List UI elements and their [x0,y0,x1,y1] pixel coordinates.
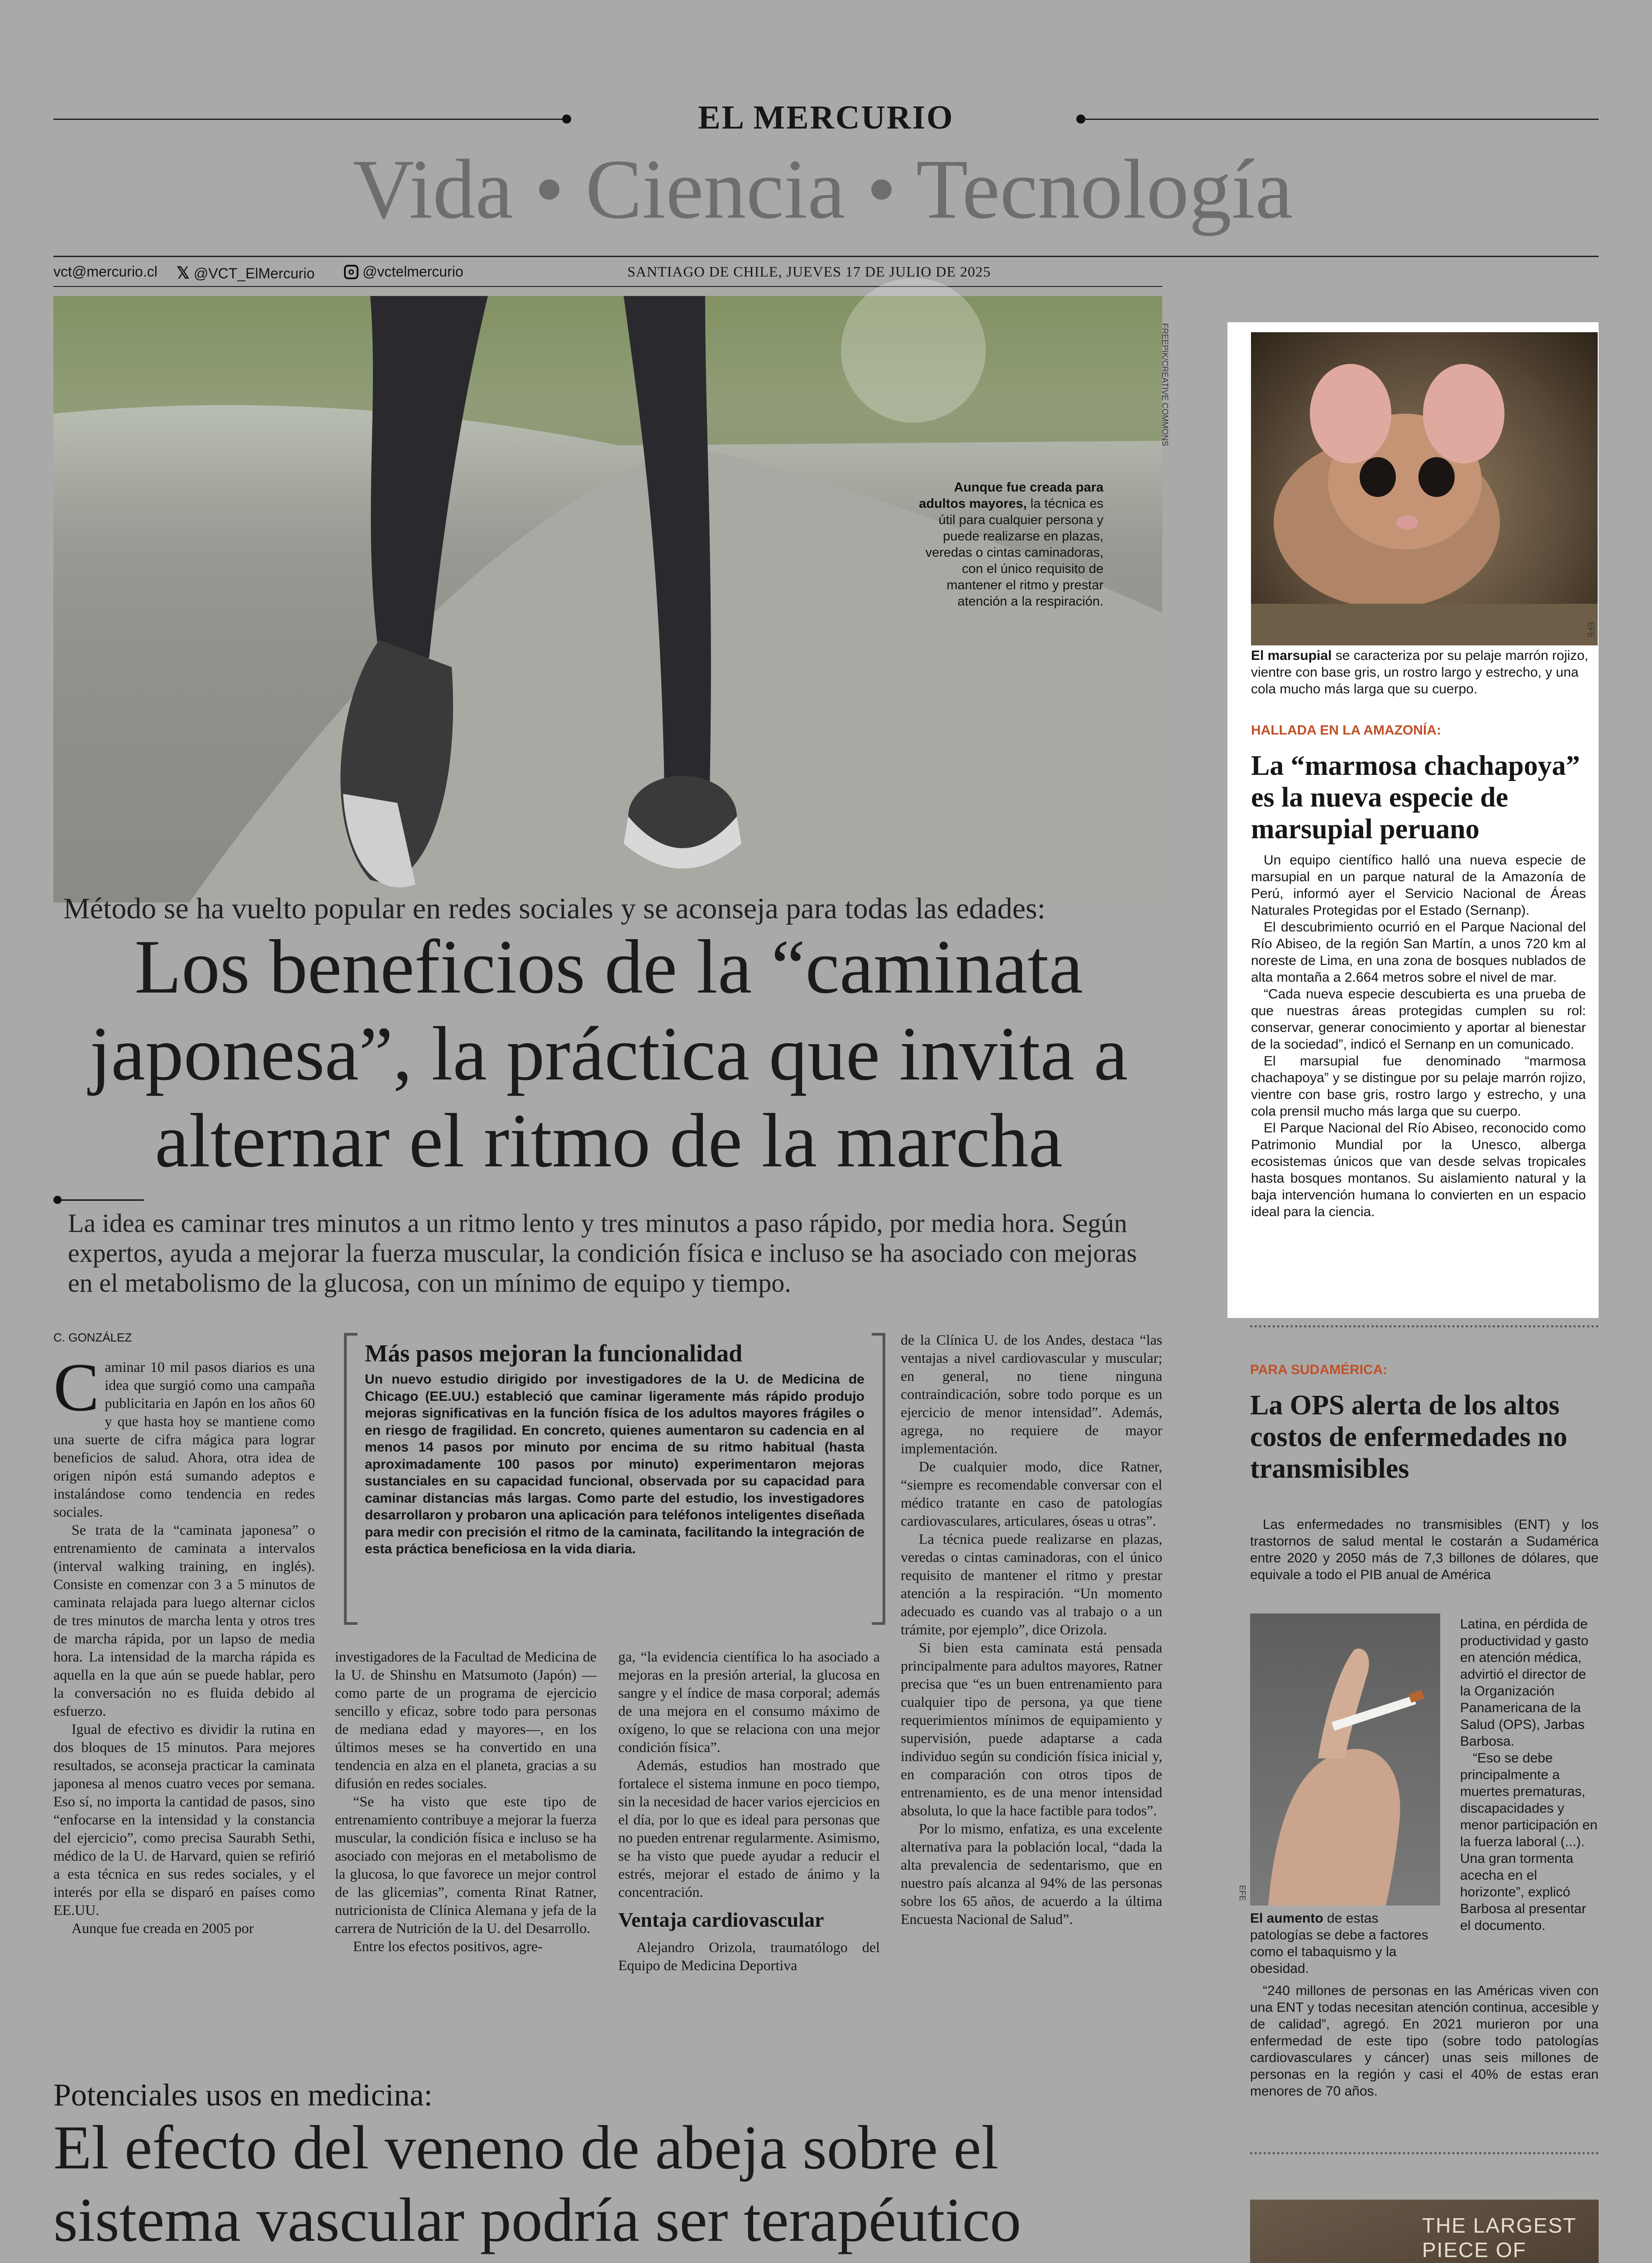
x-icon: 𝕏 [177,263,190,282]
paper-name: EL MERCURIO [698,99,954,136]
bee-kicker: Potenciales usos en medicina: [53,2078,433,2113]
bee-headline: El efecto del veneno de abeja sobre el sistema vascular podría ser terapéutico [53,2113,1022,2254]
marsupial-p3: “Cada nueva especie descubierta es una prueba de que nuestras áreas protegidas cumplen su rol: conservar, generar conocimiento y aportar al bienestar de la sociedad”, indicó el Sernanp en un comunicado. [1251,987,1586,1052]
masthead-rule-bottom [53,256,1599,257]
lead-deck-dot [53,1196,62,1204]
lead-col-3 [618,1647,880,1974]
ops-caption [1250,1910,1440,1977]
meteorite-photo [1250,2200,1599,2263]
ops-rest-p1: “240 millones de personas en las Américas viven con una ENT y todas necesitan atención continua, accesible y de calidad”, agregó. En 2021 murieron por una enfermedad de este tipo (sobre todo patologías cardiovasculares y cáncer) unas seis millones de personas en la región y casi el 40% de estas eran menores de 70 años. [1250,1983,1599,2099]
lead-photo-caption [913,479,1103,610]
ops-wrap-text: Latina, en pérdida de productividad y gasto en atención médica, advirtió el director de la Organización Panamericana de la Salud (OPS), Jarbas Barbosa. [1460,1617,1589,1749]
lead-photo-caption-text: la técnica es útil para cualquier persona y puede realizarse en plazas, veredas o cintas caminadoras, con el único requisito de mantener el ritmo y prestar atención a la respiración. [925,497,1103,609]
lead-deck: La idea es caminar tres minutos a un ritmo lento y tres minutos a paso rápido, por media hora. Según expertos, ayuda a mejorar la fuerza muscular, la condición física e incluso se ha asociado con mejoras en el metabolismo de la glucosa, con un mínimo de equipo y tiempo. [68,1208,1137,1298]
lead-box [344,1333,885,1625]
ops-intro [1250,1516,1599,1583]
instagram-icon [344,265,358,279]
sidebar-divider-1 [1250,1325,1599,1327]
dateline-rule [53,286,1162,287]
lead-col-2 [335,1647,597,1955]
ops-caption-text: de estas patologías se debe a factores como el tabaquismo y la obesidad. [1250,1911,1428,1976]
dateline: SANTIAGO DE CHILE, JUEVES 17 DE JULIO DE 2025 [627,263,991,280]
lead-col2-p1: investigadores de la Facultad de Medicina de la U. de Shinshu en Matsumoto (Japón) —como parte de un programa de ejercicio sencillo y eficaz, sobre todo para personas de mediana edad y mayores—, en los últimos meses se ha convertido en una tendencia en alza en el planeta, gracias a su difusión en redes sociales. [335,1648,597,1791]
lead-col1-p2: Se trata de la “caminata japonesa” o entrenamiento de caminata a intervalos (interval walking training, en inglés). Consiste en comenzar con 3 a 5 minutos de caminata relajada para luego alternar ciclos de tres minutos de marcha lenta y otros tres de marcha rápida, por un lapso de media hora. La intensidad de la marcha rápida es aquella en la que aún se puede hablar, pero la conversación no es fluida debido al esfuerzo. [53,1522,315,1719]
lead-col4-p2: De cualquier modo, dice Ratner, “siempre es recomendable conversar con el médico tratante en caso de patologías cardiovasculares, articulares, óseas u otras”. [901,1458,1162,1529]
twitter-handle[interactable] [177,263,315,282]
masthead [0,0,1652,282]
marsupial-p1: Un equipo científico halló una nueva especie de marsupial en un parque natural de la Amazonía de Perú, informó ayer el Servicio Nacional de Áreas Naturales Protegidas por el Estado (Sernanp). [1251,853,1586,918]
marsupial-body [1251,852,1586,1220]
lead-col3-p3: Alejandro Orizola, traumatólogo del Equipo de Medicina Deportiva [618,1939,880,1973]
ops-wrap-text-2: “Eso se debe principalmente a muertes prematuras, discapacidades y menor participación en la fuerza laboral (...). Una gran tormenta acecha en el horizonte”, explicó Barbosa al presentar el documento. [1460,1751,1598,1933]
ops-intro-text: Las enfermedades no transmisibles (ENT) y los trastornos de salud mental le costarán a Sudamérica entre 2020 y 2050 más de 7,3 billones de dólares, que equivale a todo el PIB anual de América [1250,1517,1599,1582]
section-title: Vida • Ciencia • Tecnología [353,142,1293,236]
lead-col-1 [53,1349,315,1937]
marsupial-p2: El descubrimiento ocurrió en el Parque Nacional del Río Abiseo, de la región San Martín, a unos 720 km al noreste de Lima, en una zona de bosques nublados de alta montaña a 2.664 metros sobre el nivel de mar. [1251,920,1586,985]
marsupial-illustration [1251,332,1598,645]
lead-col1-p1: aminar 10 mil pasos diarios es una idea que surgió como una campaña publicitaria en Japón en los años 60 y que hasta hoy se mantiene como una suerte de cifra mágica para lograr beneficios de salud. Ahora, otra idea de origen nipón está sumando adeptos e instalándose como tendencia en redes sociales. [53,1359,315,1520]
lead-byline: C. GONZÁLEZ [53,1331,132,1344]
lead-col3-p1: ga, “la evidencia científica lo ha asociado a mejoras en la presión arterial, la glucosa en sangre y el índice de masa corporal; además de una mejora en el consumo máximo de oxígeno, lo que se relaciona con una mejor condición física”. [618,1648,880,1755]
masthead-rule-right [1084,119,1599,120]
marsupial-caption [1251,647,1598,697]
lead-col4-p1: de la Clínica U. de los Andes, destaca “las ventajas a nivel cardiovascular y muscular; en general, no tiene ninguna contraindicación, sobre todo porque es un ejercicio de menor intensidad”. Además, agrega, no requiere de mayor implementación. [901,1332,1162,1456]
ops-wrap [1460,1616,1599,1934]
lead-col1-p4: Aunque fue creada en 2005 por [72,1920,254,1936]
marsupial-caption-bold: El marsupial [1251,648,1332,663]
lead-col2-p3: Entre los efectos positivos, agre- [353,1938,543,1954]
marsupial-photo [1251,332,1598,645]
lead-col4-p3: La técnica puede realizarse en plazas, veredas o cintas caminadoras, con el único requisito de mantener el ritmo y prestar atención a la respiración. “Un momento adecuado es cuando vas al trabajo o a un trámite, por ejemplo”, dice Orizola. [901,1531,1162,1638]
marsupial-kicker: HALLADA EN LA AMAZONÍA: [1251,723,1441,738]
cigarette-hand-illustration [1250,1614,1440,1905]
lead-headline: Los beneficios de la “caminata japonesa”, la práctica que invita a alternar el ritmo de la marcha [90,924,1128,1183]
lead-photo-caption-bold: Aunque fue creada para adultos mayores, [919,480,1103,511]
lead-col1-p3: Igual de efectivo es dividir la rutina en dos bloques de 15 minutos. Para mejores resultados, se aconseja practicar la caminata japonesa al menos cuatro veces por semana. Eso sí, no importa la cantidad de pasos, sino “enfocarse en la intensidad y la constancia del ejercicio”, como precisa Saurabh Sethi, médico de la U. de Harvard, quien se refirió a esta técnica en sus redes sociales, y el interés por ella se disparó en países como EE.UU. [53,1721,315,1918]
marsupial-p5: El Parque Nacional del Río Abiseo, reconocido como Patrimonio Mundial por la Unesco, alberga ecosistemas únicos que van desde selvas tropicales hasta bosques montanos. Su aislamiento natural y la baja intervención humana lo convierten en un espacio ideal para la ciencia. [1251,1121,1586,1219]
lead-col-4 [901,1331,1162,1928]
ops-headline: La OPS alerta de los altos costos de enfermedades no transmisibles [1250,1390,1567,1484]
ops-photo [1238,1614,1440,1905]
marsupial-headline: La “marmosa chachapoya” es la nueva especie de marsupial peruano [1251,750,1580,845]
lead-kicker: Método se ha vuelto popular en redes sociales y se aconseja para todas las edades: [63,892,1046,925]
ops-kicker: PARA SUDAMÉRICA: [1250,1362,1388,1377]
lead-photo-credit: FREEPIK/CREATIVE COMMONS [1160,323,1170,446]
lead-col4-p4: Si bien esta caminata está pensada principalmente para adultos mayores, Ratner precisa que “es un buen entrenamiento para cualquier tipo de persona, ya que tiene requerimientos mínimos de equipamiento y supervisión, puede adaptarse a cada individuo según su condición física inicial y, en comparación con otros tipos de entrenamiento, es de una menor intensidad absoluta, lo que la hace factible para todos”. [901,1639,1162,1819]
sidebar-divider-2 [1250,2152,1599,2154]
ops-photo-credit: EFE [1238,1885,1247,1901]
lead-deck-rule [53,1199,144,1201]
instagram-handle-text: @vctelmercurio [362,263,463,280]
lead-photo [53,296,1170,902]
meteorite-photo-text: THE LARGEST PIECE OF [1422,2214,1576,2262]
marsupial-photo-credit: EFE [1586,622,1595,638]
twitter-handle-text: @VCT_ElMercurio [193,265,315,282]
masthead-rule-left [53,119,565,120]
masthead-dot-left [562,115,571,124]
sidebar-marsupial [1227,322,1599,1318]
lead-box-text: Un nuevo estudio dirigido por investigadores de la U. de Medicina de Chicago (EE.UU.) estableció que caminar ligeramente más rápido produjo mejoras significativas en la función física de los adultos mayores frágiles o en riesgo de fragilidad. En concreto, quienes aumentaron su cadencia en al menos 14 pasos por minuto por encima de su ritmo habitual (hasta aproximadamente 100 pasos por minuto) experimentaron mejoras sustanciales en su capacidad funcional, observada por su capacidad para caminar distancias más largas. Como parte del estudio, los investigadores desarrollaron y probaron una aplicación para teléfonos inteligentes diseñada para medir con precisión el ritmo de la caminata, facilitando la integración de esta práctica beneficiosa en la vida diaria. [365,1372,864,1556]
lead-col2-p2: “Se ha visto que este tipo de entrenamiento contribuye a mejorar la fuerza muscular, la condición física e incluso se ha asociado con mejoras en el metabolismo de la glucosa, lo que favorece un mejor control de las glicemias”, comenta Rinat Ratner, nutricionista de Clínica Alemana y jefa de la carrera de Nutrición de la U. del Desarrollo. [335,1793,597,1936]
lead-dropcap: C [53,1349,100,1425]
lead-box-title: Más pasos mejoran la funcionalidad [365,1340,743,1367]
lead-col3-p2: Además, estudios han mostrado que fortalece el sistema inmune en poco tiempo, sin la necesidad de hacer varios ejercicios en el día, por lo que es ideal para personas que no pueden entrenar regularmente. Asimismo, se ha visto que puede ayudar a reducir el estrés, mejorar el estado de ánimo y la concentración. [618,1757,880,1900]
marsupial-caption-text: se caracteriza por su pelaje marrón rojizo, vientre con base gris, un rostro largo y estrecho, y una cola mucho más larga que su cuerpo. [1251,648,1589,697]
lead-subhead: Ventaja cardiovascular [618,1908,824,1931]
ops-rest [1250,1982,1599,2100]
marsupial-p4: El marsupial fue denominado “marmosa chachapoya” y se distingue por su pelaje marrón rojizo, vientre con base gris, rostro largo y estrecho, y una cola prensil mucho más larga que su cuerpo. [1251,1054,1586,1119]
lead-col4-p5: Por lo mismo, enfatiza, es una excelente alternativa para la población local, “dada la alta prevalencia de sedentarismo, que en nuestro país alcanza al 94% de las personas sobre los 65 años, de acuerdo a la última Encuesta Nacional de Salud”. [901,1820,1162,1927]
instagram-handle[interactable] [344,263,463,280]
contact-email[interactable]: vct@mercurio.cl [53,263,158,280]
ops-caption-bold: El aumento [1250,1911,1323,1926]
